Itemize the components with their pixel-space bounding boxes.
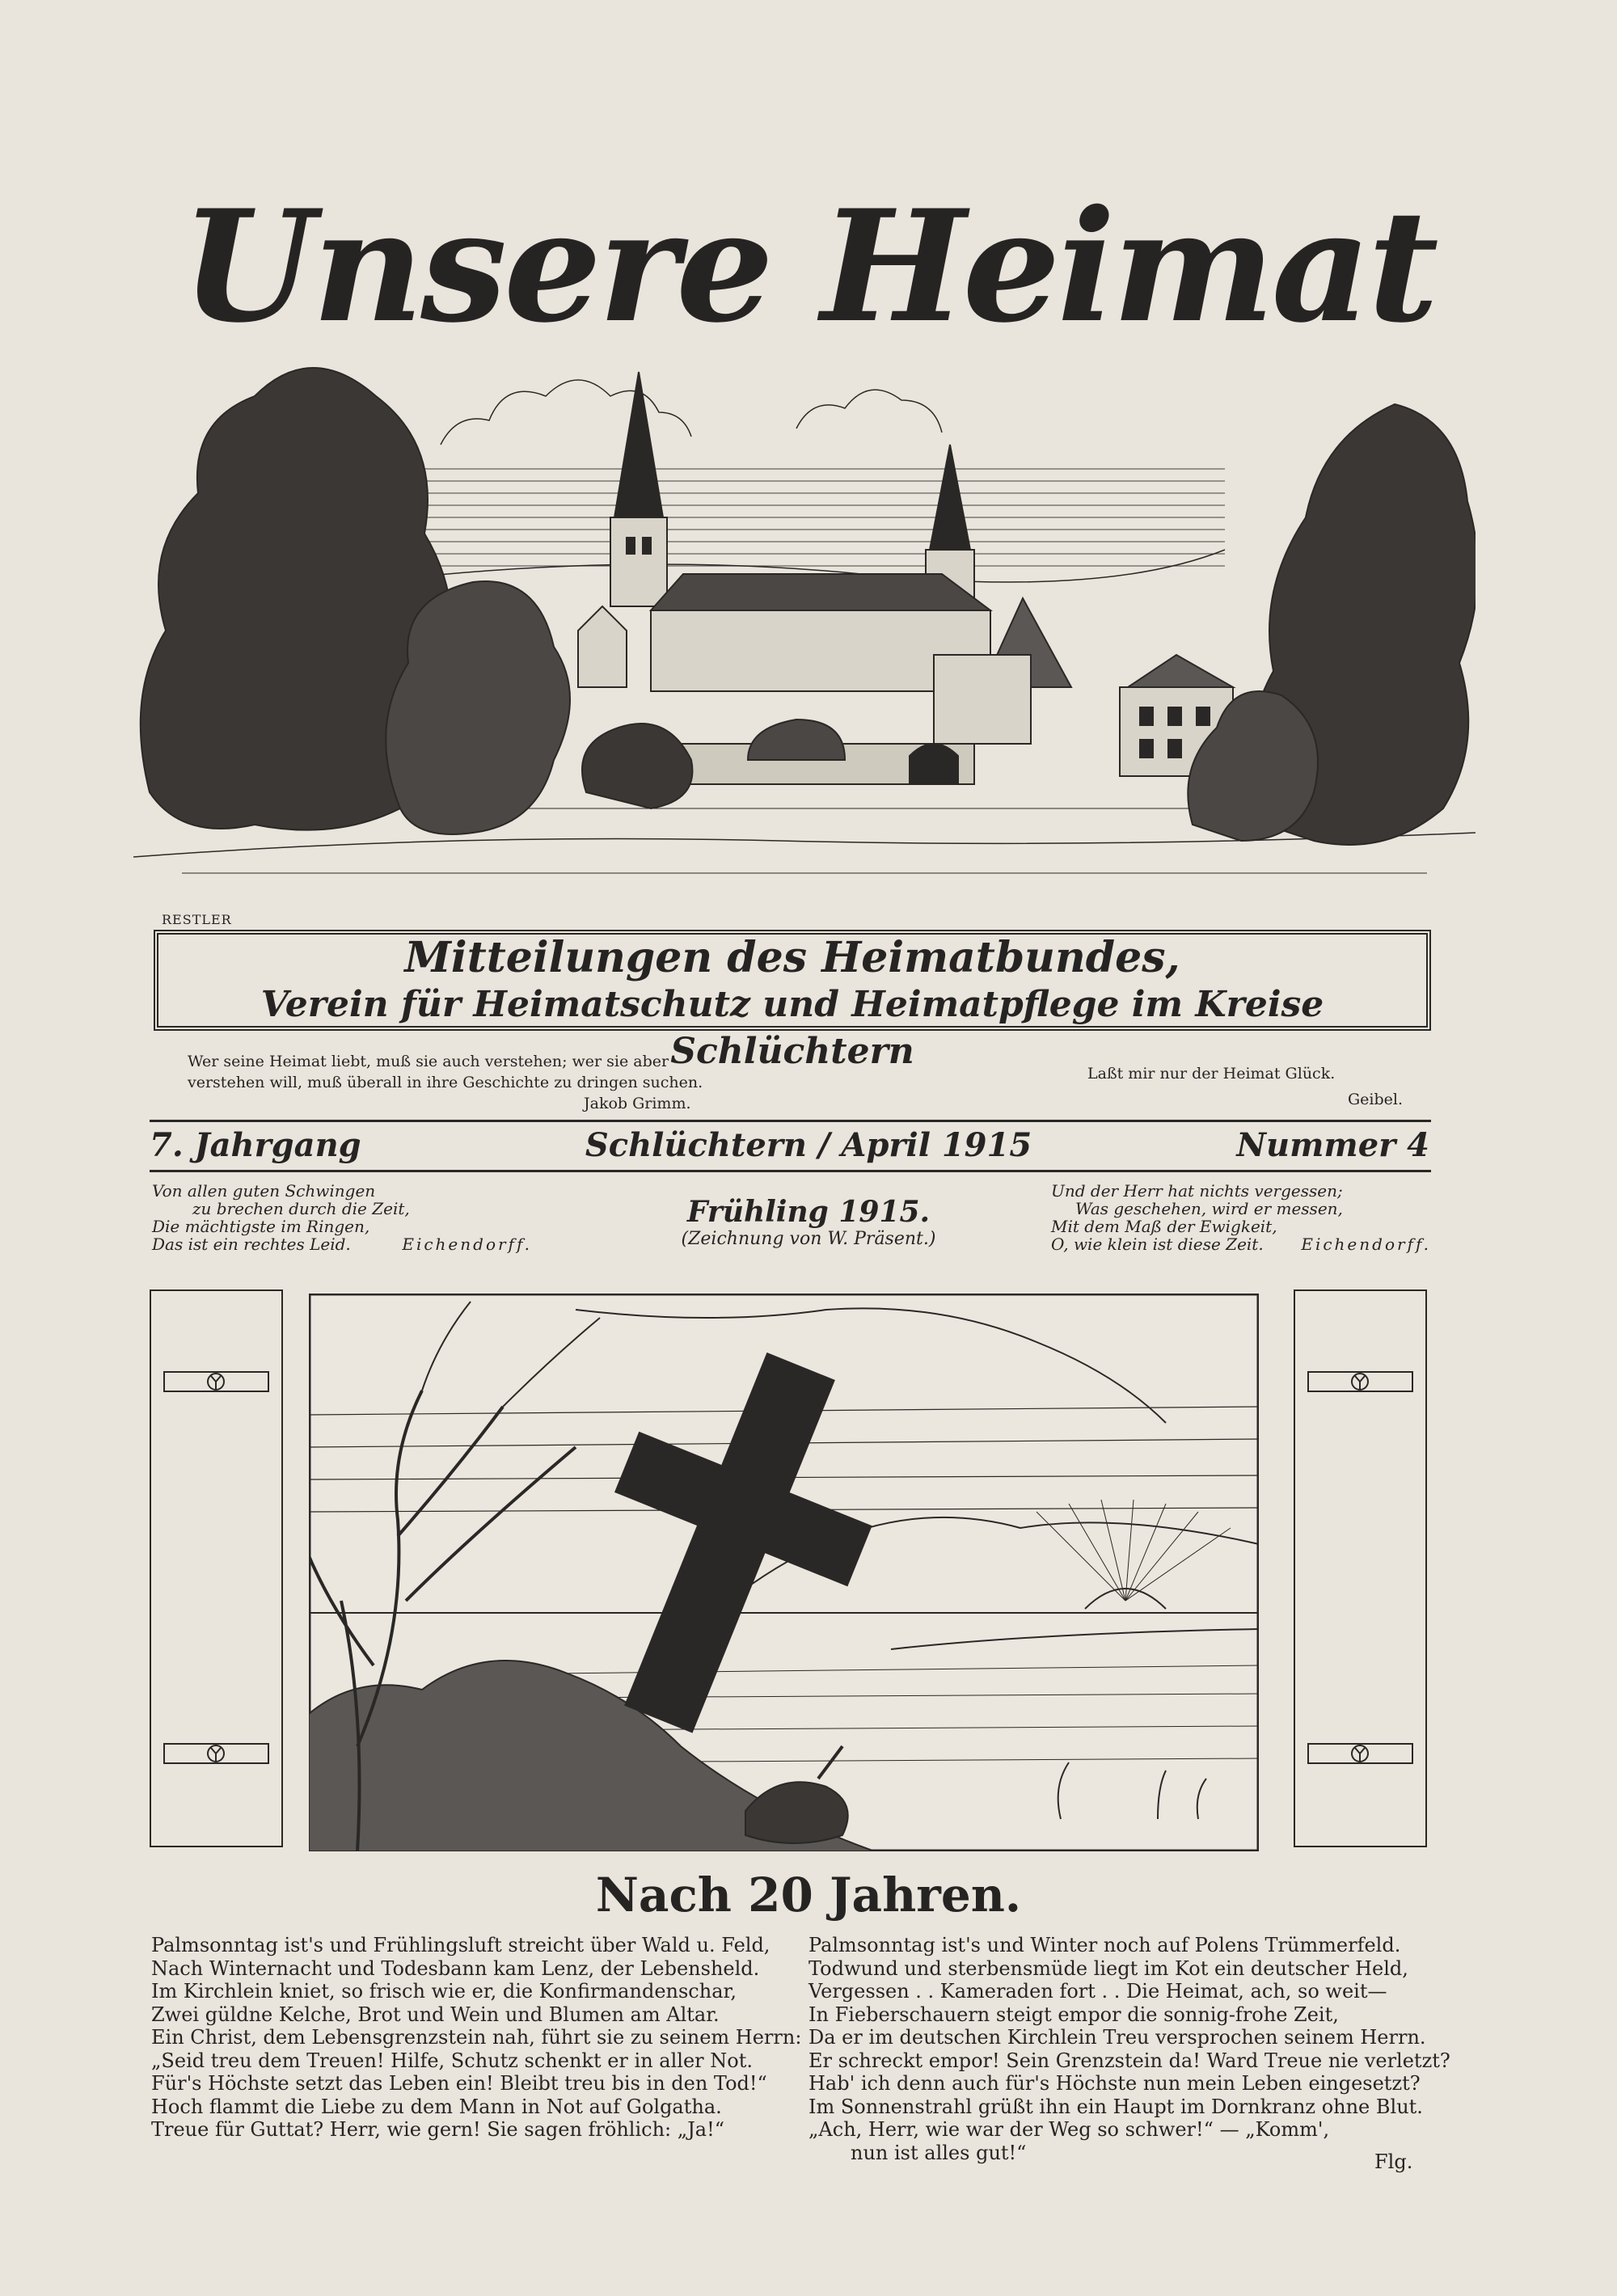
poem-title: Nach 20 Jahren. [595, 1868, 1022, 1922]
right-ornament-bottom [1295, 1737, 1425, 1770]
poem-signature: Flg. [1374, 2150, 1413, 2173]
poem-line: „Seid treu dem Treuen! Hilfe, Schutz schenkt er in aller Not. [151, 2049, 753, 2072]
quote-geibel-author: Geibel. [1347, 1091, 1403, 1108]
issue-top-rule [150, 1120, 1431, 1122]
poem-column-left [151, 1934, 802, 2142]
poem-line: Im Kirchlein kniet, so frisch wie er, die Konfirmandenschar, [151, 1980, 737, 2003]
issue-number: Nummer 4 [1236, 1126, 1429, 1164]
poem-line: Er schreckt empor! Sein Grenzstein da! Ward Treue nie verletzt? [808, 2049, 1450, 2072]
poem-line: Palmsonntag ist's und Winter noch auf Polens Trümmerfeld. [808, 1934, 1401, 1956]
poem-line: Nach Winternacht und Todesbann kam Lenz, der Lebensheld. [151, 1956, 760, 1980]
illustration-title: Frühling 1915. [686, 1195, 931, 1229]
issue-volume: 7. Jahrgang [150, 1126, 361, 1164]
illustration-credit: (Zeichnung von W. Präsent.) [681, 1229, 936, 1249]
poem-line: Zwei güldne Kelche, Brot und Wein und Blumen am Altar. [151, 2003, 720, 2026]
subtitle-line-2: Verein für Heimatschutz und Heimatpflege im Kreise Schlüchtern [260, 984, 1324, 1072]
motto-right [1051, 1182, 1431, 1253]
motto-right-line-2: Was geschehen, wird er messen, [1075, 1199, 1343, 1218]
poem-line: Da er im deutschen Kirchlein Treu versprochen seinem Herrn. [808, 2026, 1426, 2049]
poem-line: Treue für Guttat? Herr, wie gern! Sie sagen fröhlich: „Ja!“ [151, 2118, 725, 2141]
motto-left-line-4: Das ist ein rechtes Leid. [152, 1235, 351, 1254]
subtitle-line-1: Mitteilungen des Heimatbundes, [404, 933, 1180, 982]
right-ornament-panel [1294, 1289, 1427, 1847]
poem-line: In Fieberschauern steigt empor die sonnig-frohe Zeit, [808, 2003, 1339, 2026]
poem-line: Ein Christ, dem Lebensgrenzstein nah, führt sie zu seinem Herrn: [151, 2026, 802, 2049]
spring-1915-illustration [309, 1294, 1259, 1851]
poem-line: Todwund und sterbensmüde liegt im Kot ein deutscher Held, [808, 1956, 1408, 1980]
motto-left-line-1: Von allen guten Schwingen [152, 1181, 376, 1201]
poem-line: Palmsonntag ist's und Frühlingsluft streicht über Wald u. Feld, [151, 1934, 771, 1956]
poem-line: Vergessen . . Kameraden fort . . Die Heimat, ach, so weit— [808, 1980, 1387, 2003]
poem-line: „Ach, Herr, wie war der Weg so schwer!“ — „Komm', [808, 2118, 1330, 2141]
poem-line: Hoch flammt die Liebe zu dem Mann in Not auf Golgatha. [151, 2095, 722, 2118]
motto-right-line-4: O, wie klein ist diese Zeit. [1051, 1235, 1264, 1254]
motto-left-author: Eichendorff. [402, 1235, 532, 1254]
motto-left-line-2: zu brechen durch die Zeit, [192, 1199, 410, 1218]
poem-line: Für's Höchste setzt das Leben ein! Bleibt treu bis in den Tod!“ [151, 2072, 767, 2095]
motto-left-line-3: Die mächtigste im Ringen, [152, 1217, 370, 1236]
quote-grimm-line-1: Wer seine Heimat liebt, muß sie auch verstehen; wer sie aber [188, 1053, 669, 1070]
issue-bottom-rule [150, 1170, 1431, 1172]
quote-geibel-line-1: Laßt mir nur der Heimat Glück. [1087, 1065, 1336, 1083]
motto-right-line-3: Mit dem Maß der Ewigkeit, [1051, 1217, 1277, 1236]
artist-signature: RESTLER [162, 912, 232, 927]
quote-grimm [188, 1051, 834, 1114]
motto-right-author: Eichendorff. [1301, 1235, 1431, 1254]
poem-line: Im Sonnenstrahl grüßt ihn ein Haupt im Dornkranz ohne Blut. [808, 2095, 1423, 2118]
quote-geibel [1087, 1063, 1403, 1110]
right-ornament-top [1295, 1365, 1425, 1398]
poem-line: nun ist alles gut!“ [851, 2141, 1027, 2164]
masthead-village-illustration [133, 307, 1476, 930]
motto-right-line-1: Und der Herr hat nichts vergessen; [1051, 1181, 1343, 1201]
left-ornament-top [151, 1365, 281, 1398]
poem-line: Hab' ich denn auch für's Höchste nun mein Leben eingesetzt? [808, 2072, 1421, 2095]
poem-column-right [808, 1934, 1450, 2164]
motto-left [152, 1182, 532, 1253]
illustration-caption [614, 1195, 1003, 1249]
masthead-title: Unsere Heimat [181, 176, 1436, 357]
quote-grimm-author: Jakob Grimm. [584, 1095, 691, 1112]
quote-grimm-line-2: verstehen will, muß überall in ihre Geschichte zu dringen suchen. [188, 1074, 703, 1091]
left-ornament-bottom [151, 1737, 281, 1770]
left-ornament-panel [150, 1289, 283, 1847]
issue-place-date: Schlüchtern / April 1915 [585, 1126, 1032, 1164]
